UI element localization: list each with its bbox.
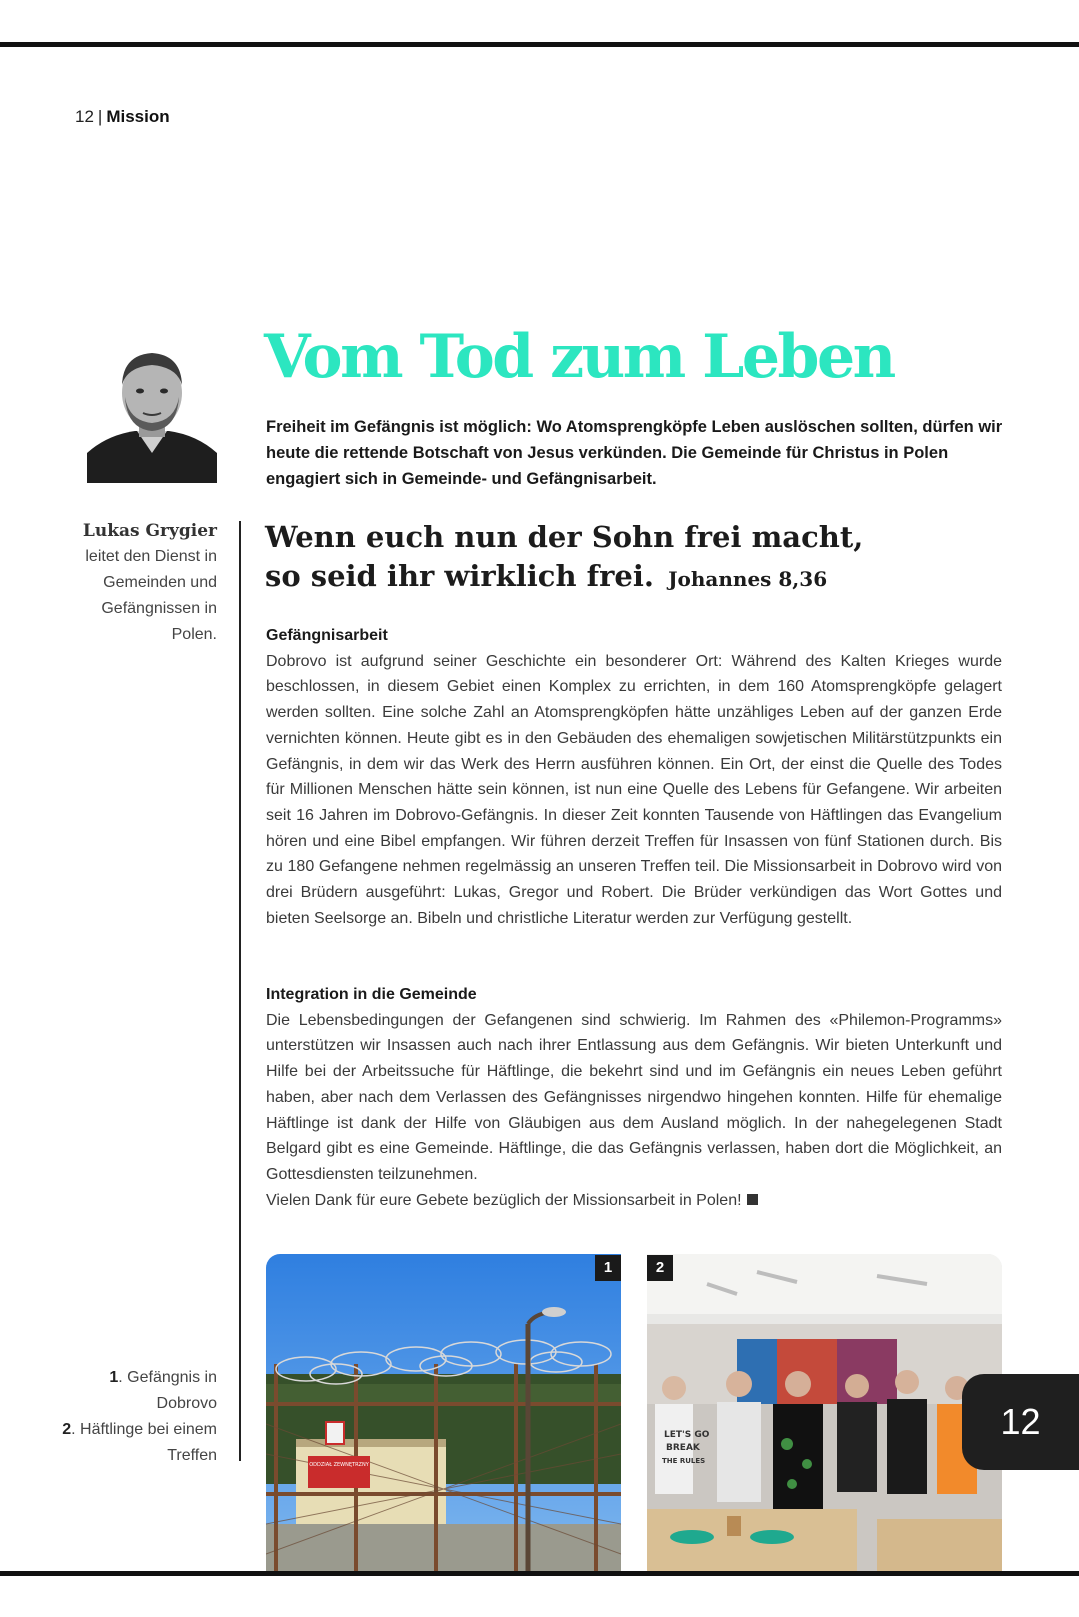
section-integration [266,982,1002,1213]
running-head-section: Mission [106,107,170,126]
page-number-tab: 12 [962,1374,1079,1470]
author-bio: leitet den Dienst in Gemeinden und Gefängnissen in Polen. [85,548,217,643]
running-head-page-number: 12 [75,107,94,126]
closing-line [266,1188,1002,1214]
caption-1-number: 1 [109,1369,119,1386]
shirt-text-3: THE RULES [662,1457,706,1465]
caption-2: 2. Häftlinge bei einem Treffen [62,1421,217,1464]
caption-2-number: 2 [62,1421,72,1438]
bible-verse [265,518,1025,599]
bottom-rule [0,1571,1079,1576]
author-portrait [87,335,217,483]
shirt-text-1: LET'S GO [664,1430,710,1440]
verse-reference: Johannes 8,36 [668,567,828,591]
caption-1-text: Gefängnis in Dobrovo [127,1369,217,1412]
photo-inmates-meeting [647,1254,1002,1571]
section-prison-work [266,623,1002,931]
column-divider [239,521,241,1461]
section-text: Dobrovo ist aufgrund seiner Geschichte ein besonderer Ort: Während des Kalten Krieges wurde beschlossen, in diesem Gebiet einen Komplex zu errichten, in dem 160 Atomsprengköpfe gelagert werden sollten. Eine solche Zahl an Atomsprengköpfen hätte unzähliges Leben auf der ganzen Erde vernichten können. Heute gibt es in den Gebäuden des ehemaligen sowjetischen Militärstützpunkts ein Gefängnis, in dem wir das Werk des Herrn ausführen können. Ein Ort, der einst die Quelle des Todes für Millionen Menschen hätte sein können, ist nun eine Quelle des Lebens für Gefangene. Wir arbeiten seit 16 Jahren im Dobrovo-Gefängnis. In dieser Zeit konnten Tausende von Häftlingen das Evangelium hören und eine Bibel empfangen. Wir führen derzeit Treffen für Insassen von fünf Stationen durch. Bis zu 180 Gefangene nehmen regelmässig an unseren Treffen teil. Die Missionsarbeit in Dobrovo wird von drei Brüdern ausgeführt: Lukas, Gregor und Robert. Die Brüder verkündigen das Wort Gottes und bieten Seelsorge an. Bibeln und christliche Literatur werden zur Verfügung gestellt. [266,652,1002,927]
section-text: Die Lebensbedingungen der Gefangenen sind schwierig. Im Rahmen des «Philemon-Programms» unterstützen wir Insassen auch nach ihrer Entlassung aus dem Gefängnis. Wir bieten Unterkunft und Hilfe bei der Arbeitssuche für Häftlinge, die bekehrt sind und im Gefängnis ein neues Leben geführt haben, aber nach dem Verlassen des Gefängnisses nirgendwo hingehen konnten. Hilfe für ehemalige Häftlinge ist dank der Hilfe von Gläubigen aus dem Ausland möglich. In der nahegelegenen Stadt Belgard gibt es eine Gemeinde. Häftlinge, die das Gefängnis verlassen, haben dort die Möglichkeit, an Gottesdiensten teilzunehmen. [266,1011,1002,1183]
closing-text: Vielen Dank für eure Gebete bezüglich der Missionsarbeit in Polen! [266,1191,742,1209]
running-head [75,107,170,127]
top-rule [0,42,1079,47]
running-head-separator: | [97,107,103,126]
caption-1: 1. Gefängnis in Dobrovo [109,1369,217,1412]
end-mark-icon [747,1194,758,1205]
verse-line-1: Wenn euch nun der Sohn frei macht, [265,520,864,554]
photo-prison-fence [266,1254,621,1571]
section-heading: Integration in die Gemeinde [266,986,477,1003]
sign-text: ODDZIAŁ ZEWNĘTRZNY [309,1462,369,1468]
verse-line-2: so seid ihr wirklich frei. [265,559,654,593]
article-title: Vom Tod zum Leben [264,322,894,392]
article-lead: Freiheit im Gefängnis ist möglich: Wo Atomsprengköpfe Leben auslöschen sollten, dürfen wir heute die rettende Botschaft von Jesus verkünden. Die Gemeinde für Christus in Polen engagiert sich in Gemeinde- und Gefängnisarbeit. [266,418,1003,488]
photo-1-number-badge: 1 [595,1255,621,1281]
shirt-text-2: BREAK [666,1443,700,1453]
section-heading: Gefängnisarbeit [266,627,388,644]
caption-2-text: Häftlinge bei einem Treffen [80,1421,217,1464]
photo-captions [60,1365,217,1469]
photo-2-number-badge: 2 [647,1255,673,1281]
author-info [60,518,217,648]
author-name: Lukas Grygier [82,521,217,541]
